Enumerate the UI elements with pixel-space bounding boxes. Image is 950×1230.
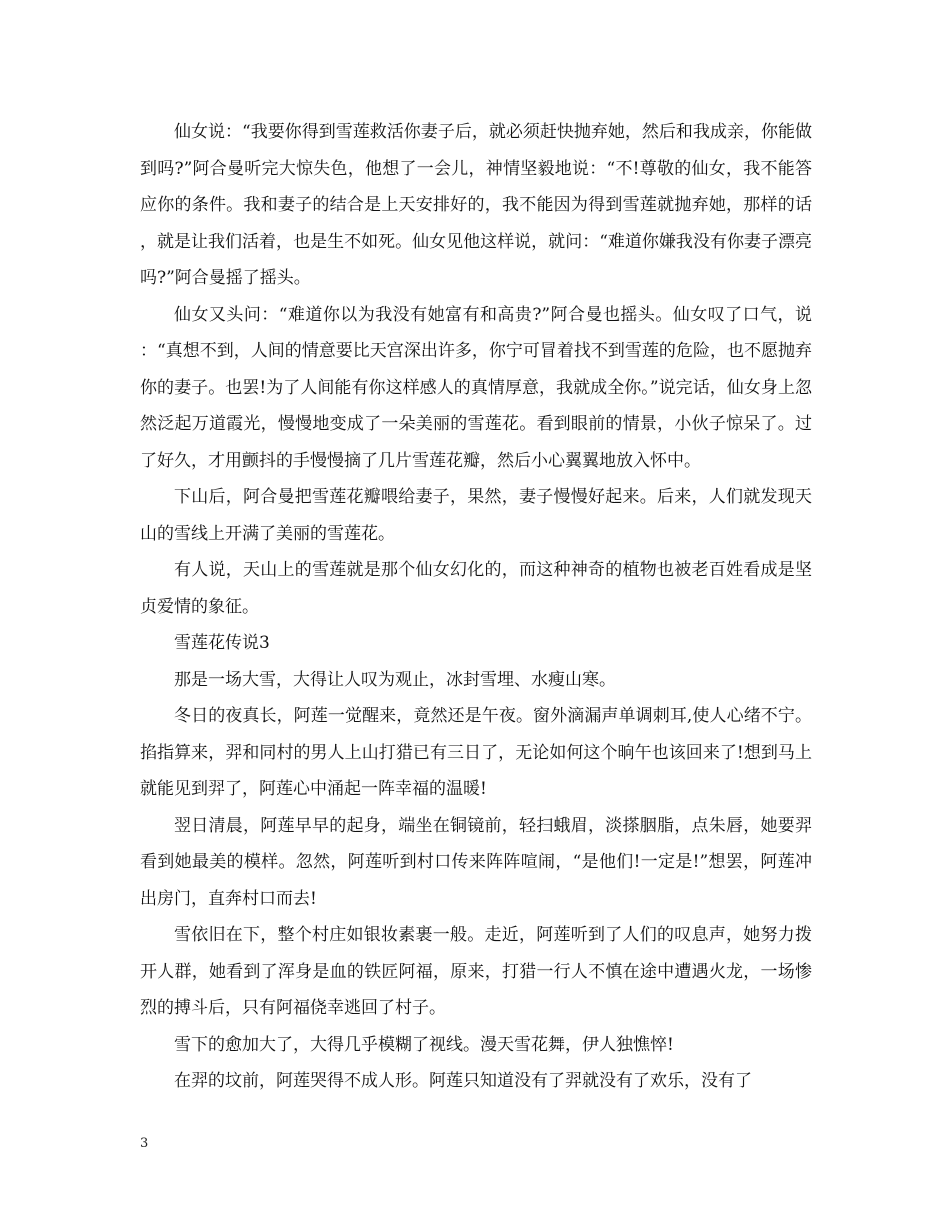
paragraph: 雪依旧在下，整个村庄如银妆素裹一般。走近，阿莲听到了人们的叹息声，她努力拨开人群，她看到了浑身是血的铁匠阿福，原来，打猎一行人不慎在途中遭遇火龙，一场惨烈的搏斗后，只有阿福侥幸逃回了村子。 [140, 925, 812, 1018]
document-body [140, 114, 812, 1100]
paragraph: 冬日的夜真长，阿莲一觉醒来，竟然还是午夜。窗外滴漏声单调刺耳,使人心绪不宁。掐指算来，羿和同村的男人上山打猎已有三日了，无论如何这个晌午也该回来了!想到马上就能见到羿了，阿莲心中涌起一阵幸福的温暖! [140, 706, 812, 799]
page-number: 3 [140, 1136, 149, 1151]
section-heading: 雪莲花传说3 [174, 633, 270, 653]
paragraph: 仙女说：“我要你得到雪莲救活你妻子后，就必须赶快抛弃她，然后和我成亲，你能做到吗?”阿合曼听完大惊失色，他想了一会儿，神情坚毅地说：“不!尊敬的仙女，我不能答应你的条件。我和妻子的结合是上天安排好的，我不能因为得到雪莲就抛弃她，那样的话，就是让我们活着，也是生不如死。仙女见他这样说，就问：“难道你嫌我没有你妻子漂亮吗?”阿合曼摇了摇头。 [140, 122, 812, 288]
paragraph: 翌日清晨，阿莲早早的起身，端坐在铜镜前，轻扫蛾眉，淡搽胭脂，点朱唇，她要羿看到她最美的模样。忽然，阿莲听到村口传来阵阵喧闹，“是他们!一定是!”想罢，阿莲冲出房门，直奔村口而去! [140, 815, 812, 909]
paragraph: 下山后，阿合曼把雪莲花瓣喂给妻子，果然，妻子慢慢好起来。后来，人们就发现天山的雪线上开满了美丽的雪莲花。 [140, 487, 812, 544]
paragraph: 雪下的愈加大了，大得几乎模糊了视线。漫天雪花舞，伊人独憔悴! [174, 1034, 674, 1055]
paragraph: 仙女又头问：“难道你以为我没有她富有和高贵?”阿合曼也摇头。仙女叹了口气，说：“真想不到，人间的情意要比天宫深出许多，你宁可冒着找不到雪莲的危险，也不愿抛弃你的妻子。也罢!为了人间能有你这样感人的真情厚意，我就成全你。”说完话，仙女身上忽然泛起万道霞光，慢慢地变成了一朵美丽的雪莲花。看到眼前的情景，小伙子惊呆了。过了好久，才用颤抖的手慢慢摘了几片雪莲花瓣，然后小心翼翼地放入怀中。 [140, 304, 812, 471]
paragraph: 那是一场大雪，大得让人叹为观止，冰封雪埋、水瘦山寒。 [174, 669, 616, 690]
paragraph: 有人说，天山上的雪莲就是那个仙女幻化的，而这种神奇的植物也被老百姓看成是坚贞爱情的象征。 [140, 560, 812, 617]
paragraph: 在羿的坟前，阿莲哭得不成人形。阿莲只知道没有了羿就没有了欢乐，没有了 [174, 1071, 752, 1091]
